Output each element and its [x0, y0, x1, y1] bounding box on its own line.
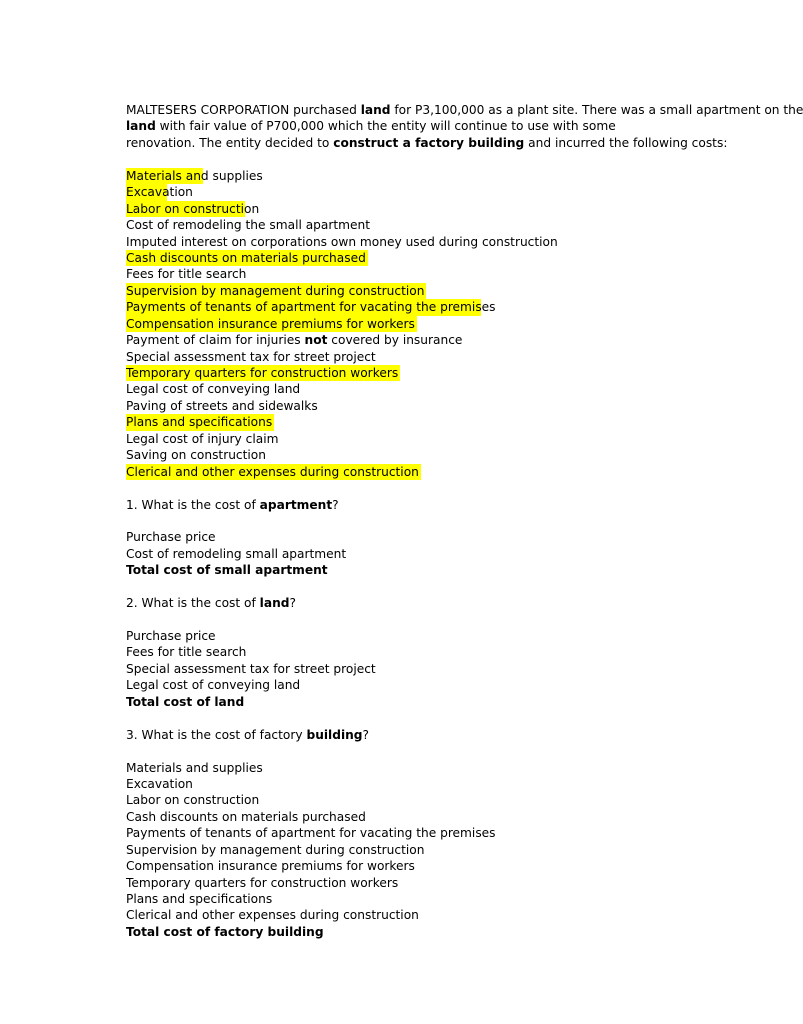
intro-text: renovation. The entity decided to — [126, 135, 334, 150]
cost-item — [126, 464, 620, 480]
q2-item: Legal cost of conveying land — [126, 678, 301, 693]
q3-item: Payments of tenants of apartment for vacating the premises — [126, 826, 496, 841]
q3-item: Materials and supplies — [126, 760, 263, 775]
question-text: ? — [332, 497, 339, 512]
cost-item — [126, 414, 620, 430]
cost-item-text — [126, 234, 558, 250]
cost-item-text — [126, 431, 278, 447]
intro-text: and incurred the following costs: — [524, 135, 728, 150]
cost-item — [126, 332, 620, 348]
cost-item-bold: not — [304, 333, 328, 348]
intro-bold-land: land — [360, 103, 391, 117]
q1-total: Total cost of small apartment — [126, 563, 328, 578]
intro-bold-construct: construct a factory building — [333, 135, 525, 150]
cost-item-label: Clerical and other expenses during construction — [126, 464, 419, 479]
cost-item — [126, 266, 620, 282]
q1-item: Cost of remodeling small apartment — [126, 546, 347, 561]
spacer — [126, 612, 620, 628]
cost-item — [126, 431, 620, 447]
cost-items-list — [126, 168, 620, 480]
cost-item — [126, 168, 620, 184]
cost-item — [126, 299, 620, 315]
q2-item: Special assessment tax for street project — [126, 661, 376, 676]
cost-item-text — [126, 250, 366, 266]
cost-item-label: Fees for title search — [126, 267, 247, 282]
document-page — [126, 102, 803, 940]
question-text: 2. What is the cost of — [126, 596, 260, 611]
intro-line-2 — [126, 118, 620, 134]
q3-item: Labor on construction — [126, 793, 260, 808]
q2-item: Fees for title search — [126, 645, 247, 660]
cost-item-text — [126, 349, 376, 365]
cost-item-label: Excavation — [126, 185, 193, 200]
cost-item — [126, 365, 620, 381]
cost-item-label: Imputed interest on corporations own money used during construction — [126, 234, 558, 249]
cost-item-label: Legal cost of conveying land — [126, 382, 301, 397]
question-1 — [126, 497, 620, 513]
question-bold: building — [306, 727, 363, 742]
cost-item-text — [126, 283, 424, 299]
intro-line-1 — [126, 102, 803, 118]
cost-item-text — [126, 266, 246, 282]
cost-item-label: Saving on construction — [126, 448, 266, 463]
cost-item — [126, 316, 620, 332]
q3-items-list — [126, 760, 620, 924]
cost-item-text — [126, 332, 462, 348]
cost-item-text — [126, 201, 259, 217]
cost-item — [126, 234, 620, 250]
cost-item-label: Paving of streets and sidewalks — [126, 398, 318, 413]
q1-items-list — [126, 529, 620, 562]
cost-item — [126, 381, 620, 397]
cost-item-text — [126, 184, 193, 200]
cost-item-text — [126, 398, 318, 414]
q1-item: Purchase price — [126, 530, 216, 545]
cost-item-label: Temporary quarters for construction workers — [126, 366, 399, 380]
intro-text: MALTESERS CORPORATION purchased — [126, 103, 361, 117]
intro-line-3 — [126, 135, 728, 151]
cost-item — [126, 398, 620, 414]
cost-item-label: Compensation insurance premiums for workers — [126, 316, 415, 331]
spacer — [126, 151, 620, 167]
cost-item-label: Payments of tenants of apartment for vacating the premises — [126, 300, 496, 315]
question-text: ? — [362, 727, 369, 742]
q3-item: Cash discounts on materials purchased — [126, 809, 366, 824]
question-bold: land — [259, 596, 290, 611]
q3-total: Total cost of factory building — [126, 924, 324, 939]
spacer — [126, 480, 620, 496]
cost-item — [126, 250, 620, 266]
q3-item: Clerical and other expenses during construction — [126, 908, 419, 923]
q2-items-list — [126, 628, 620, 694]
spacer — [126, 743, 620, 759]
cost-item-text — [126, 381, 300, 397]
spacer — [126, 710, 620, 726]
cost-item-label: Supervision by management during construction — [126, 283, 425, 298]
cost-item-label: Special assessment tax for street project — [126, 349, 376, 364]
cost-item — [126, 217, 620, 233]
question-bold: apartment — [259, 497, 333, 512]
cost-item-text — [126, 365, 398, 381]
q3-item: Compensation insurance premiums for workers — [126, 859, 415, 874]
question-3 — [126, 727, 620, 743]
q2-item: Purchase price — [126, 629, 216, 643]
question-text: 1. What is the cost of — [126, 497, 260, 512]
cost-item — [126, 184, 620, 200]
cost-item-label: Cash discounts on materials purchased — [126, 250, 366, 265]
cost-item-label: Labor on construction — [126, 201, 260, 216]
intro-text: with fair value of P700,000 which the entity will continue to use with some — [155, 119, 616, 134]
spacer — [126, 579, 620, 595]
intro-bold-land: land — [126, 119, 156, 134]
q3-item: Plans and specifications — [126, 892, 273, 906]
intro-text: for P3,100,000 as a plant site. There was a small apartment on the — [390, 103, 803, 117]
q2-total: Total cost of land — [126, 694, 245, 709]
question-2 — [126, 595, 620, 611]
cost-item — [126, 447, 620, 463]
cost-item-label: Materials and supplies — [126, 168, 263, 183]
question-text: ? — [289, 596, 296, 611]
cost-item-label: Payment of claim for injuries — [126, 333, 305, 348]
cost-item — [126, 283, 620, 299]
question-text: 3. What is the cost of factory — [126, 727, 307, 742]
cost-item — [126, 201, 620, 217]
spacer — [126, 513, 620, 529]
cost-item-text — [126, 414, 272, 430]
q3-item: Excavation — [126, 776, 193, 791]
cost-item-label: Legal cost of injury claim — [126, 431, 279, 446]
cost-item — [126, 349, 620, 365]
cost-item-text — [126, 168, 263, 184]
q3-item: Temporary quarters for construction workers — [126, 875, 399, 890]
cost-item-label: Cost of remodeling the small apartment — [126, 218, 371, 233]
cost-item-text — [126, 316, 415, 332]
cost-item-text — [126, 299, 496, 315]
cost-item-text — [126, 217, 370, 233]
cost-item-text — [126, 464, 419, 480]
cost-item-label: Plans and specifications — [126, 415, 273, 430]
cost-item-text — [126, 447, 266, 463]
q3-item: Supervision by management during construction — [126, 842, 425, 857]
cost-item-label: covered by insurance — [327, 333, 463, 348]
